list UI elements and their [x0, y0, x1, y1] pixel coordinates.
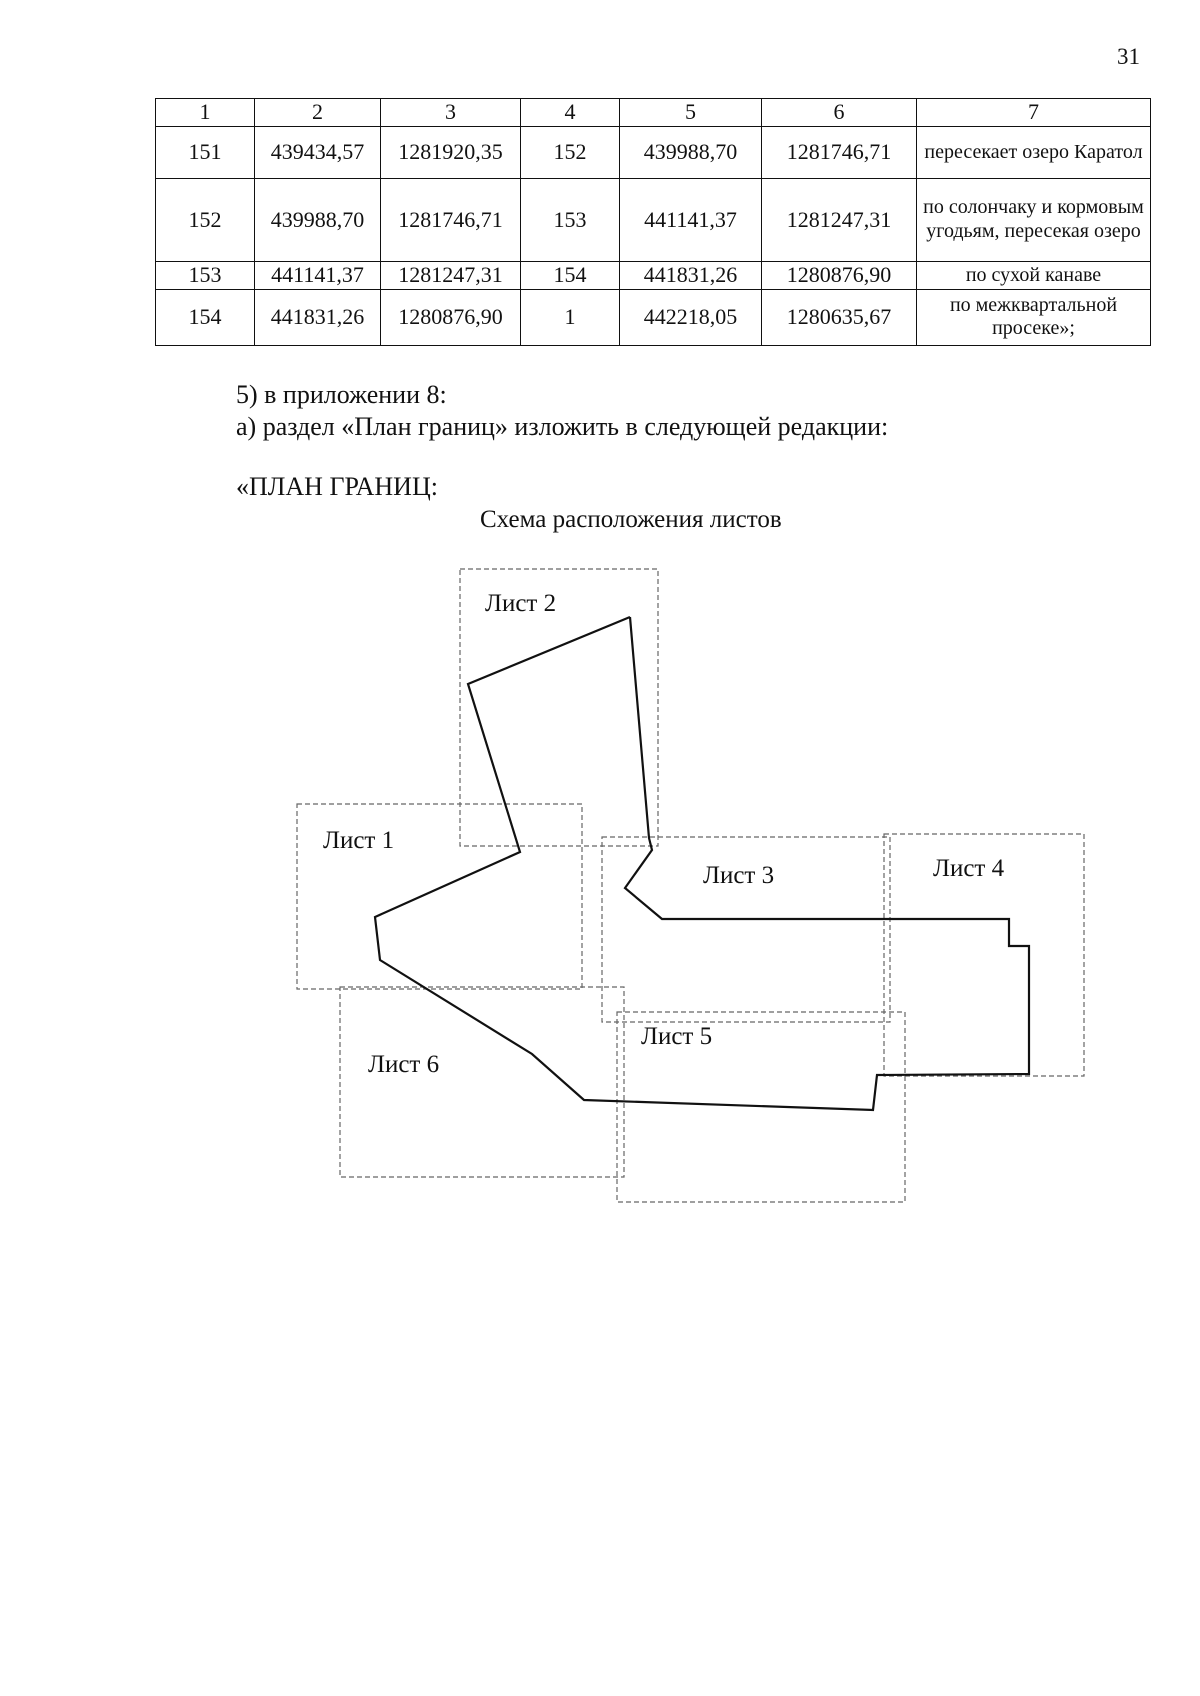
sheet-6-frame — [340, 987, 624, 1177]
table-cell-description: по солончаку и кормовым угодьям, пересекая озеро — [917, 179, 1151, 262]
table-cell: 154 — [521, 262, 620, 290]
table-cell: 439988,70 — [620, 127, 762, 179]
table-header-cell: 2 — [255, 99, 381, 127]
sheet-label: Лист 6 — [368, 1051, 440, 1078]
sheet-layout-scheme — [280, 560, 1090, 1210]
scheme-title: Схема расположения листов — [480, 506, 782, 533]
table-cell: 154 — [156, 289, 255, 345]
table-cell: 1 — [521, 289, 620, 345]
sheet-label: Лист 3 — [703, 862, 775, 889]
table-cell: 1281920,35 — [381, 127, 521, 179]
table-header-row — [156, 99, 1151, 127]
sheet-label: Лист 2 — [485, 590, 557, 617]
table-cell: 442218,05 — [620, 289, 762, 345]
table-cell: 152 — [521, 127, 620, 179]
table-row — [156, 262, 1151, 290]
item-5-text: 5) в приложении 8: — [236, 380, 447, 409]
table-cell: 441831,26 — [255, 289, 381, 345]
table-header-cell: 1 — [156, 99, 255, 127]
table-cell: 1281746,71 — [381, 179, 521, 262]
table-cell: 441831,26 — [620, 262, 762, 290]
table-header-cell: 7 — [917, 99, 1151, 127]
table-cell: 153 — [156, 262, 255, 290]
plan-heading: «ПЛАН ГРАНИЦ: — [236, 472, 438, 501]
sheet-label: Лист 5 — [641, 1023, 713, 1050]
table-cell: 152 — [156, 179, 255, 262]
table-cell-description: по сухой канаве — [917, 262, 1151, 290]
table-cell: 151 — [156, 127, 255, 179]
table-header-cell: 3 — [381, 99, 521, 127]
sheet-label: Лист 4 — [933, 855, 1005, 882]
table-cell: 439434,57 — [255, 127, 381, 179]
table-cell-description: пересекает озеро Каратол — [917, 127, 1151, 179]
table-header-cell: 5 — [620, 99, 762, 127]
table-header-cell: 4 — [521, 99, 620, 127]
table-cell: 1280635,67 — [762, 289, 917, 345]
table-cell-description: по межквартальной просеке»; — [917, 289, 1151, 345]
table-cell: 1281247,31 — [381, 262, 521, 290]
table-row — [156, 179, 1151, 262]
table-cell: 1280876,90 — [762, 262, 917, 290]
sheet-label: Лист 1 — [323, 827, 395, 854]
table-cell: 1281746,71 — [762, 127, 917, 179]
coordinates-table — [155, 98, 1151, 346]
table-cell: 1281247,31 — [762, 179, 917, 262]
table-header-cell: 6 — [762, 99, 917, 127]
item-a-text: а) раздел «План границ» изложить в следующей редакции: — [236, 412, 889, 441]
table-cell: 1280876,90 — [381, 289, 521, 345]
table-cell: 439988,70 — [255, 179, 381, 262]
page-number: 31 — [1117, 44, 1140, 69]
table-row — [156, 289, 1151, 345]
table-cell: 441141,37 — [255, 262, 381, 290]
table-cell: 153 — [521, 179, 620, 262]
table-cell: 441141,37 — [620, 179, 762, 262]
table-row — [156, 127, 1151, 179]
